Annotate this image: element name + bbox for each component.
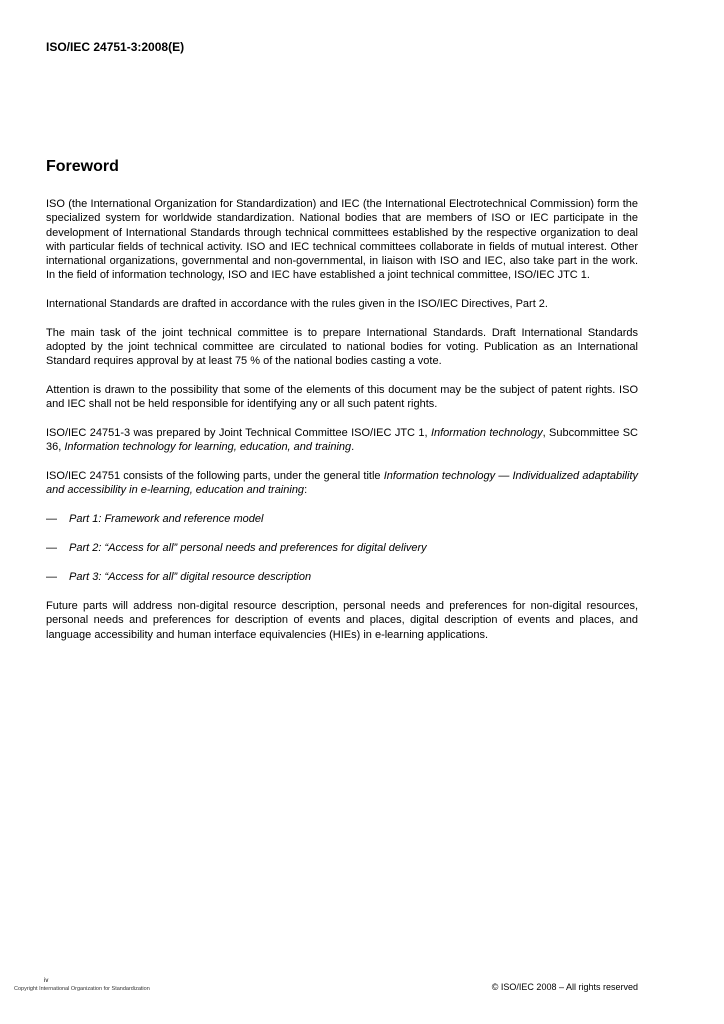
list-dash: — <box>46 570 57 583</box>
part-1-title: Part 1: Framework and reference model <box>69 512 264 525</box>
list-dash: — <box>46 512 57 525</box>
document-id-header: ISO/IEC 24751-3:2008(E) <box>46 40 185 54</box>
part-2-title: Part 2: “Access for all” personal needs and preferences for digital delivery <box>69 541 427 554</box>
paragraph-parts-intro <box>46 469 638 498</box>
footer-copyright-organization: Copyright International Organization for Standardization <box>14 986 150 992</box>
preparation-subcommittee-italic: Information technology for learning, education, and training <box>64 441 352 454</box>
paragraph-patent-rights: Attention is drawn to the possibility that some of the elements of this document may be the subject of patent rights. ISO and IEC shall not be held responsible for identifying any or all such patent rights. <box>46 383 638 411</box>
preparation-text-c: , Subcommittee SC 36, <box>46 426 638 454</box>
preparation-text-e: . <box>351 441 355 454</box>
paragraph-main-task: The main task of the joint technical committee is to prepare International Standards. Draft International Standards adopted by the joint technical committee are circulated to national bodies for voting. Publication as an International Standard requires approval by at least 75 % of the national bodies casting a vote. <box>46 326 638 368</box>
list-dash: — <box>46 541 57 554</box>
paragraph-organizations: ISO (the International Organization for Standardization) and IEC (the International Electrotechnical Commission) form the specialized system for worldwide standardization. National bodies that are members of ISO or IEC participate in the development of International Standards through technical committees established by the respective organization to deal with particular fields of technical activity. ISO and IEC technical committees collaborate in fields of mutual interest. Other international organizations, governmental and non-governmental, in liaison with ISO and IEC, also take part in the work. In the field of information technology, ISO and IEC have established a joint technical committee, ISO/IEC JTC 1. <box>46 198 638 282</box>
section-title: Foreword <box>46 158 119 175</box>
preparation-title-italic: Information technology <box>430 426 543 439</box>
list-item-part-2 <box>46 541 638 555</box>
foreword-body <box>46 197 638 656</box>
paragraph-drafting-rules: International Standards are drafted in accordance with the rules given in the ISO/IEC Directives, Part 2. <box>46 298 548 311</box>
footer-copyright-notice: © ISO/IEC 2008 – All rights reserved <box>491 982 638 992</box>
paragraph-preparation <box>46 426 638 455</box>
page-number: iv <box>44 978 49 984</box>
part-3-title: Part 3: “Access for all” digital resource description <box>69 570 312 583</box>
general-title-italic: Information technology — Individualized adaptability and accessibility in e-learning, education and training <box>46 469 638 496</box>
list-item-part-3 <box>46 570 638 584</box>
list-item-part-1 <box>46 512 638 526</box>
paragraph-future-parts: Future parts will address non-digital resource description, personal needs and preferences for non-digital resources, personal needs and preferences for description of events and places, digital description of events and places, and language accessibility and human interface equivalencies (HIEs) in e-learning applications. <box>46 600 638 641</box>
parts-intro-text: ISO/IEC 24751 consists of the following parts, under the general title <box>46 469 384 482</box>
parts-intro-colon: : <box>304 483 308 496</box>
preparation-text-a: ISO/IEC 24751-3 was prepared by Joint Technical Committee ISO/IEC JTC 1, <box>46 426 431 439</box>
